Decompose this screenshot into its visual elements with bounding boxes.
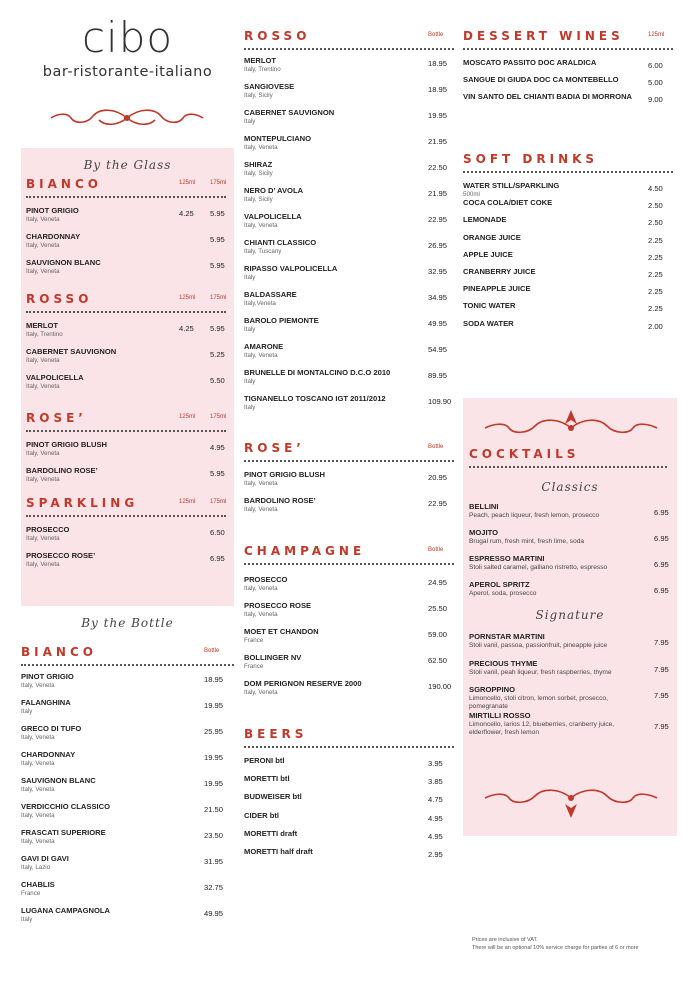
- item-name: PERONI btl: [244, 756, 285, 765]
- item-price-175: 5.50: [210, 376, 225, 385]
- flourish-ornament: [481, 784, 661, 824]
- item-origin: Italy, Veneta: [26, 383, 60, 390]
- list-item: [26, 525, 226, 542]
- item-price: 18.95: [428, 85, 448, 94]
- item-price: 2.25: [648, 287, 663, 297]
- item-origin: Italy, Veneta: [21, 734, 55, 741]
- item-name: PINEAPPLE JUICE: [463, 284, 531, 294]
- item-origin: France: [244, 637, 264, 644]
- item-price: 9.00: [648, 95, 663, 104]
- item-origin: Italy, Veneta: [244, 585, 278, 592]
- col-header-bottle: Bottle: [428, 32, 444, 38]
- footer-note: [472, 936, 672, 952]
- item-name: RIPASSO VALPOLICELLA: [244, 264, 338, 273]
- item-name: CHARDONNAY: [26, 232, 81, 241]
- cocktail-price: 7.95: [654, 638, 669, 647]
- item-origin: Italy, Veneta: [244, 222, 278, 229]
- item-name: CHIANTI CLASSICO: [244, 238, 317, 247]
- col-header-125: 125ml: [179, 180, 196, 186]
- item-name: BOLLINGER NV: [244, 653, 302, 662]
- list-item: [244, 828, 454, 841]
- item-price: 25.50: [428, 604, 448, 613]
- cocktail-name: APEROL SPRITZ: [469, 580, 530, 589]
- item-name: CABERNET SAUVIGNON: [26, 347, 117, 356]
- item-price-175: 5.95: [210, 261, 225, 270]
- item-price: 22.95: [428, 499, 448, 508]
- list-item: [463, 198, 673, 211]
- classics-heading: Classics: [541, 480, 599, 494]
- section-title: BIANCO: [26, 177, 102, 191]
- item-name: VALPOLICELLA: [244, 212, 302, 221]
- list-item: [463, 215, 673, 228]
- cocktail-name: BELLINI: [469, 502, 499, 511]
- item-price: 59.00: [428, 630, 448, 639]
- item-name: VERDICCHIO CLASSICO: [21, 802, 111, 811]
- item-name: SANGUE DI GIUDA DOC CA MONTEBELLO: [463, 75, 619, 84]
- cocktail-ingredients: Aperol, soda, prosecco: [469, 590, 537, 597]
- item-origin: Italy: [244, 378, 256, 385]
- cocktail-price: 6.95: [654, 560, 669, 569]
- footer-vat: Prices are inclusive of VAT.: [472, 937, 538, 943]
- list-item: [26, 258, 226, 275]
- item-price: 5.00: [648, 78, 663, 87]
- item-origin: Italy, Veneta: [26, 450, 60, 457]
- flourish-ornament: [45, 104, 210, 132]
- item-price-125: 4.25: [179, 324, 194, 333]
- item-name: BARDOLINO ROSE’: [26, 466, 98, 475]
- item-origin: Italy, Trentino: [244, 66, 281, 73]
- item-origin: Italy, Veneta: [26, 535, 60, 542]
- item-name: CHARDONNAY: [21, 750, 76, 759]
- section-title: ROSSO: [244, 29, 311, 43]
- item-price: 18.95: [204, 675, 224, 684]
- item-origin: Italy, Veneta: [244, 611, 278, 618]
- item-name: COCA COLA/DIET COKE: [463, 198, 553, 208]
- item-price-125: 4.25: [179, 209, 194, 218]
- cocktail-item: [469, 528, 667, 546]
- col-header-125: 125ml: [179, 499, 196, 505]
- list-item: [244, 238, 454, 255]
- item-price: 23.50: [204, 831, 224, 840]
- item-price: 31.95: [204, 857, 224, 866]
- item-origin: Italy, Veneta: [26, 476, 60, 483]
- item-name: PROSECCO ROSE: [244, 601, 312, 610]
- item-origin: Italy, Tuscany: [244, 248, 282, 255]
- col-header-125: 125ml: [179, 295, 196, 301]
- item-price: 49.95: [428, 319, 448, 328]
- list-item: [244, 810, 454, 823]
- item-price: 19.95: [204, 779, 224, 788]
- cocktail-name: ESPRESSO MARTINI: [469, 554, 545, 563]
- list-item: [244, 653, 454, 670]
- list-item: [244, 756, 454, 768]
- item-name: DOM PERIGNON RESERVE 2000: [244, 679, 362, 688]
- section-title: SOFT DRINKS: [463, 152, 599, 166]
- item-name: CIDER btl: [244, 810, 280, 820]
- cocktail-item: [469, 659, 667, 677]
- item-origin: France: [244, 663, 264, 670]
- item-origin: Italy, Veneta: [26, 216, 60, 223]
- item-price-175: 5.95: [210, 209, 225, 218]
- list-item: [244, 394, 454, 411]
- item-price: 2.00: [648, 321, 663, 331]
- item-origin: Italy: [21, 708, 33, 715]
- section-title: DESSERT WINES: [463, 29, 624, 43]
- list-item: [244, 496, 454, 513]
- item-price: 4.95: [428, 813, 443, 823]
- item-origin: France: [21, 890, 41, 897]
- cocktail-price: 7.95: [654, 722, 669, 731]
- by-the-bottle-heading: By the Bottle: [81, 616, 174, 630]
- col-header-175: 175ml: [210, 414, 227, 420]
- item-name: SHIRAZ: [244, 160, 273, 169]
- item-price: 24.95: [428, 578, 448, 587]
- item-name: WATER STILL/SPARKLING: [463, 181, 560, 190]
- list-item: [244, 679, 454, 696]
- list-item: [21, 698, 234, 715]
- item-price: 2.25: [648, 304, 663, 314]
- item-name: TIGNANELLO TOSCANO IGT 2011/2012: [244, 394, 386, 403]
- item-price: 4.50: [648, 184, 663, 193]
- cocktail-price: 7.95: [654, 665, 669, 674]
- list-item: [244, 601, 454, 618]
- item-price: 2.25: [648, 270, 663, 279]
- item-price-175: 5.95: [210, 235, 225, 244]
- cocktail-price: 6.95: [654, 534, 669, 543]
- item-origin: Italy, Veneta: [26, 357, 60, 364]
- list-item: [244, 316, 454, 333]
- list-item: [463, 284, 673, 297]
- list-item: [21, 880, 234, 897]
- item-price: 34.95: [428, 293, 448, 302]
- list-item: [21, 802, 234, 819]
- list-item: [244, 792, 454, 805]
- item-origin: Italy, Veneta: [21, 812, 55, 819]
- list-item: [244, 264, 454, 281]
- list-item: [463, 301, 673, 314]
- item-price: 25.95: [204, 727, 224, 736]
- list-item: [463, 75, 673, 87]
- list-item: [244, 186, 454, 203]
- flourish-ornament: [481, 406, 661, 442]
- list-item: [244, 134, 454, 151]
- cocktail-item: [469, 711, 667, 737]
- item-name: MOSCATO PASSITO DOC ARALDICA: [463, 58, 597, 67]
- item-origin: Italy, Veneta: [26, 268, 60, 275]
- item-price-175: 5.95: [210, 324, 225, 333]
- col-header-175: 175ml: [210, 180, 227, 186]
- cocktail-name: MIRTILLI ROSSO: [469, 711, 531, 720]
- item-name: BAROLO PIEMONTE: [244, 316, 319, 325]
- item-origin: Italy, Veneta: [244, 480, 278, 487]
- item-price: 54.95: [428, 345, 448, 354]
- item-price: 21.95: [428, 137, 448, 146]
- list-item: [463, 249, 673, 262]
- item-price: 2.25: [648, 235, 663, 245]
- item-name: LEMONADE: [463, 215, 507, 225]
- list-item: [463, 267, 673, 279]
- item-origin: 500ml: [463, 191, 480, 198]
- item-name: MERLOT: [26, 321, 59, 330]
- item-price: 26.95: [428, 241, 448, 250]
- item-origin: Italy, Veneta: [244, 689, 278, 696]
- cocktail-item: [469, 632, 667, 650]
- list-item: [26, 347, 226, 364]
- cocktail-price: 7.95: [654, 691, 669, 700]
- item-origin: Italy: [21, 916, 33, 923]
- list-item: [26, 321, 226, 338]
- item-name: CHABLIS: [21, 880, 55, 889]
- item-price: 2.95: [428, 850, 443, 859]
- item-name: GRECO DI TUFO: [21, 724, 82, 733]
- section-title: SPARKLING: [26, 496, 139, 510]
- list-item: [26, 440, 226, 457]
- list-item: [463, 181, 673, 198]
- logo-tagline: bar-ristorante-italiano: [42, 64, 213, 80]
- item-origin: Italy, Veneta: [244, 352, 278, 359]
- item-price: 89.95: [428, 371, 448, 380]
- item-price: 4.95: [428, 831, 443, 841]
- cocktail-ingredients: Limoncello, larios 12, blueberries, cranberry juice, elderflower, fresh lemon: [469, 721, 615, 736]
- item-name: BARDOLINO ROSE’: [244, 496, 316, 505]
- cocktail-price: 6.95: [654, 586, 669, 595]
- cocktail-ingredients: Stoli salted caramel, galliano ristretto, espresso: [469, 564, 608, 571]
- item-name: BRUNELLE DI MONTALCINO D.C.O 2010: [244, 368, 391, 377]
- item-name: FRASCATI SUPERIORE: [21, 828, 106, 837]
- col-header-175: 175ml: [210, 295, 227, 301]
- item-price-175: 6.95: [210, 554, 225, 563]
- col-header-bottle: Bottle: [204, 648, 220, 654]
- item-name: SAUVIGNON BLANC: [26, 258, 101, 267]
- item-origin: Italy, Veneta: [26, 242, 60, 249]
- item-price: 19.95: [428, 111, 448, 120]
- item-name: SAUVIGNON BLANC: [21, 776, 96, 785]
- item-name: LUGANA CAMPAGNOLA: [21, 906, 111, 915]
- item-price: 32.75: [204, 883, 224, 892]
- list-item: [21, 828, 234, 845]
- item-origin: Italy, Sicily: [244, 196, 273, 203]
- list-item: [244, 212, 454, 229]
- list-item: [21, 854, 234, 871]
- item-price: 22.50: [428, 163, 448, 172]
- section-title: COCKTAILS: [469, 447, 580, 461]
- signature-heading: Signature: [535, 608, 605, 622]
- list-item: [463, 92, 673, 104]
- col-header-125: 125ml: [179, 414, 196, 420]
- item-origin: Italy, Veneta: [26, 561, 60, 568]
- item-price: 49.95: [204, 909, 224, 918]
- item-name: CRANBERRY JUICE: [463, 267, 536, 276]
- col-header-bottle: Bottle: [428, 444, 444, 450]
- list-item: [21, 776, 234, 793]
- list-item: [244, 627, 454, 644]
- section-title: CHAMPAGNE: [244, 544, 366, 558]
- list-item: [244, 470, 454, 487]
- item-origin: Italy: [244, 118, 256, 125]
- item-name: PINOT GRIGIO BLUSH: [244, 470, 326, 479]
- list-item: [463, 318, 673, 331]
- cocktail-item: [469, 554, 667, 572]
- list-item: [26, 206, 226, 223]
- list-item: [21, 672, 234, 689]
- item-name: SANGIOVESE: [244, 82, 295, 91]
- item-name: SODA WATER: [463, 318, 514, 328]
- item-price: 109.90: [428, 397, 452, 406]
- list-item: [26, 466, 226, 483]
- cocktail-name: SGROPPINO: [469, 685, 515, 694]
- list-item: [21, 750, 234, 767]
- item-price: 32.95: [428, 267, 448, 276]
- col-header-bottle: Bottle: [428, 547, 444, 553]
- item-price: 4.75: [428, 795, 443, 805]
- item-origin: Italy: [244, 404, 256, 411]
- item-name: AMARONE: [244, 342, 284, 351]
- list-item: [244, 774, 454, 787]
- item-name: MORETTI draft: [244, 828, 298, 838]
- item-name: ORANGE JUICE: [463, 232, 521, 242]
- item-origin: Italy, Veneta: [244, 144, 278, 151]
- section-title: ROSSO: [26, 292, 93, 306]
- col-header-175: 175ml: [210, 499, 227, 505]
- item-name: APPLE JUICE: [463, 249, 513, 259]
- item-price: 21.50: [204, 805, 224, 814]
- cocktail-item: [469, 580, 667, 598]
- cocktail-ingredients: Limoncello, stoli citron, lemon sorbet, prosecco, pomegranate: [469, 695, 608, 710]
- logo: [21, 14, 234, 80]
- item-origin: Italy, Veneta: [21, 760, 55, 767]
- item-name: BUDWEISER btl: [244, 792, 302, 802]
- section-title: ROSE’: [26, 411, 87, 425]
- col-header-125: 125ml: [648, 32, 665, 38]
- item-price: 22.95: [428, 215, 448, 224]
- item-origin: Italy, Veneta: [21, 786, 55, 793]
- item-price: 6.00: [648, 61, 663, 70]
- cocktail-name: PRECIOUS THYME: [469, 659, 538, 668]
- item-name: BALDASSARE: [244, 290, 297, 299]
- list-item: [244, 108, 454, 125]
- item-price: 2.25: [648, 252, 663, 262]
- cocktail-item: [469, 502, 667, 520]
- item-origin: Italy, Veneta: [21, 682, 55, 689]
- item-price: 3.95: [428, 759, 443, 768]
- item-origin: Italy,Veneta: [244, 300, 276, 307]
- item-price: 21.95: [428, 189, 448, 198]
- item-price: 2.50: [648, 218, 663, 228]
- list-item: [244, 160, 454, 177]
- item-origin: Italy, Sicily: [244, 170, 273, 177]
- item-name: MORETTI half draft: [244, 847, 313, 856]
- item-name: MONTEPULCIANO: [244, 134, 312, 143]
- item-name: GAVI DI GAVI: [21, 854, 69, 863]
- section-title: BEERS: [244, 727, 308, 741]
- item-name: MORETTI btl: [244, 774, 290, 784]
- footer-service: There will be an optional 10% service charge for parties of 6 or more: [472, 945, 639, 951]
- list-item: [244, 82, 454, 99]
- cocktail-price: 6.95: [654, 508, 669, 517]
- item-origin: Italy, Lazio: [21, 864, 51, 871]
- item-name: PROSECCO: [26, 525, 70, 534]
- by-the-glass-heading: By the Glass: [83, 158, 172, 172]
- section-title: ROSE’: [244, 441, 305, 455]
- item-name: PROSECCO: [244, 575, 288, 584]
- list-item: [244, 847, 454, 859]
- item-origin: Italy, Sicily: [244, 92, 273, 99]
- cocktails-panel: [463, 398, 677, 836]
- item-name: FALANGHINA: [21, 698, 71, 707]
- list-item: [26, 551, 226, 568]
- cocktail-ingredients: Stoli vanil, peah liqueur, fresh raspberries, thyme: [469, 669, 612, 676]
- item-name: VALPOLICELLA: [26, 373, 84, 382]
- list-item: [26, 373, 226, 390]
- item-name: VIN SANTO DEL CHIANTI BADIA DI MORRONA: [463, 92, 633, 101]
- item-name: MOET ET CHANDON: [244, 627, 319, 636]
- item-price-175: 5.25: [210, 350, 225, 359]
- list-item: [244, 56, 454, 73]
- item-name: TONIC WATER: [463, 301, 516, 311]
- item-name: PROSECCO ROSE’: [26, 551, 96, 560]
- item-origin: Italy: [244, 326, 256, 333]
- item-price-175: 4.95: [210, 443, 225, 452]
- list-item: [26, 232, 226, 249]
- item-name: NERO D’ AVOLA: [244, 186, 304, 195]
- cocktail-item: [469, 685, 667, 711]
- list-item: [244, 575, 454, 592]
- item-name: MERLOT: [244, 56, 277, 65]
- item-price: 190.00: [428, 682, 452, 691]
- list-item: [463, 58, 673, 70]
- item-price: 19.95: [204, 753, 224, 762]
- cocktail-ingredients: Stoli vanil, passoa, passionfruit, pineapple juice: [469, 642, 608, 649]
- list-item: [21, 724, 234, 741]
- item-origin: Italy: [244, 274, 256, 281]
- cocktail-ingredients: Brugal rum, fresh mint, fresh lime, soda: [469, 538, 585, 545]
- item-price: 19.95: [204, 701, 224, 710]
- item-price-175: 6.50: [210, 528, 225, 537]
- list-item: [21, 906, 234, 923]
- list-item: [463, 232, 673, 245]
- list-item: [244, 368, 454, 385]
- item-origin: Italy, Trentino: [26, 331, 63, 338]
- item-name: PINOT GRIGIO BLUSH: [26, 440, 108, 449]
- item-origin: Italy, Veneta: [244, 506, 278, 513]
- item-name: CABERNET SAUVIGNON: [244, 108, 335, 117]
- section-title: BIANCO: [21, 645, 97, 659]
- item-price: 20.95: [428, 473, 448, 482]
- item-origin: Italy, Veneta: [21, 838, 55, 845]
- cocktail-name: PORNSTAR MARTINI: [469, 632, 545, 641]
- item-price: 62.50: [428, 656, 448, 665]
- item-price: 3.85: [428, 777, 443, 787]
- cocktail-ingredients: Peach, peach liqueur, fresh lemon, prosecco: [469, 512, 600, 519]
- item-name: PINOT GRIGIO: [21, 672, 74, 681]
- list-item: [244, 342, 454, 359]
- item-price: 2.50: [648, 201, 663, 211]
- item-price: 18.95: [428, 59, 448, 68]
- logo-wordmark: cibo: [81, 13, 174, 62]
- by-the-glass-panel: [21, 148, 234, 606]
- cocktail-name: MOJITO: [469, 528, 498, 537]
- item-price-175: 5.95: [210, 469, 225, 478]
- item-name: PINOT GRIGIO: [26, 206, 79, 215]
- list-item: [244, 290, 454, 307]
